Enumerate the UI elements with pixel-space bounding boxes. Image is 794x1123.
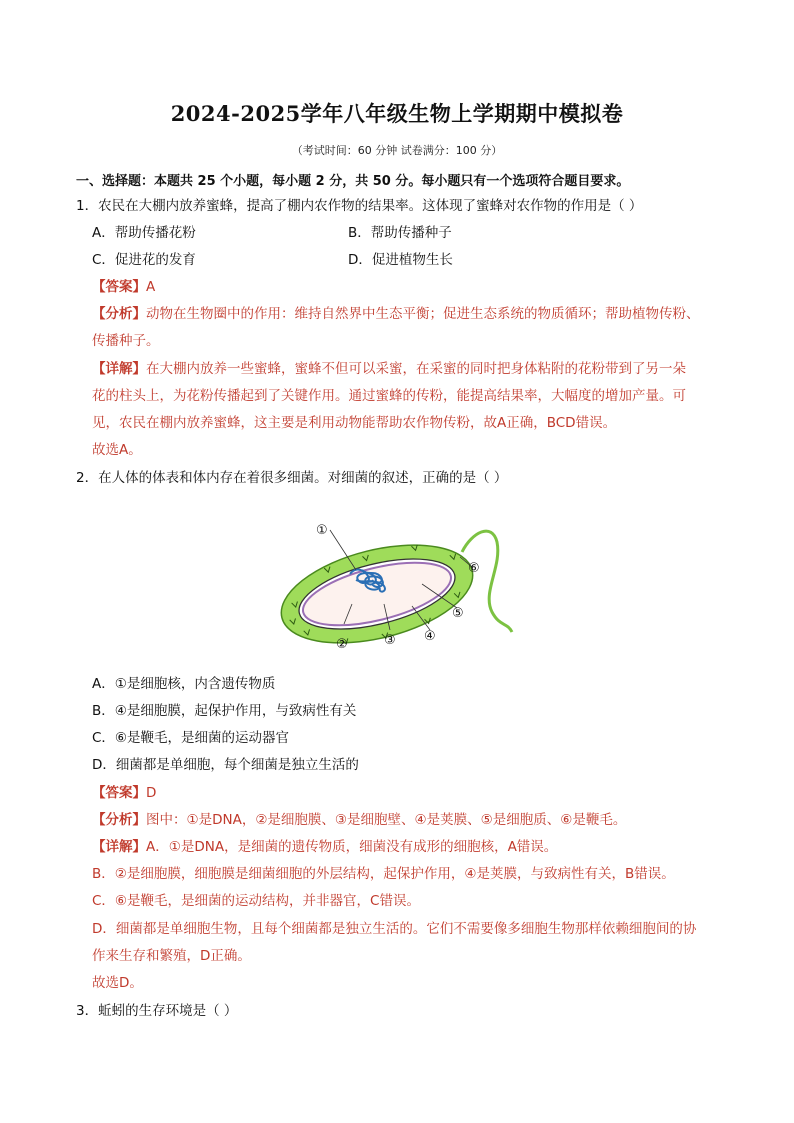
q2-detail bbox=[92, 838, 557, 856]
q1-detail bbox=[92, 360, 686, 378]
analysis-tag: 【分析】 bbox=[92, 306, 146, 322]
q1-answer bbox=[92, 278, 155, 296]
q1-option-b: B．帮助传播种子 bbox=[348, 225, 452, 241]
q2-detail-d: D．细菌都是单细胞生物，且每个细菌都是独立生活的。它们不需要像多细胞生物那样依赖细胞间的协 bbox=[92, 921, 697, 937]
q1-option-c: C．促进花的发育 bbox=[92, 252, 196, 268]
bacteria-diagram bbox=[272, 512, 522, 657]
page-title: 2024-2025学年八年级生物上学期期中模拟卷 bbox=[170, 101, 624, 126]
q2-option-b: B．④是细胞膜，起保护作用，与致病性有关 bbox=[92, 703, 357, 719]
q3-stem: 3．蚯蚓的生存环境是（ ） bbox=[76, 1003, 238, 1019]
label-5: ⑤ bbox=[452, 606, 464, 621]
detail-text: A．①是DNA，是细菌的遗传物质，细菌没有成形的细胞核，A错误。 bbox=[146, 839, 558, 855]
q2-answer bbox=[92, 784, 156, 802]
q2-detail-c: C．⑥是鞭毛，是细菌的运动结构，并非器官，C错误。 bbox=[92, 893, 420, 909]
label-2: ② bbox=[336, 637, 348, 652]
label-1: ① bbox=[316, 523, 328, 538]
q2-option-c: C．⑥是鞭毛，是细菌的运动器官 bbox=[92, 730, 290, 746]
q2-option-d: D．细菌都是单细胞，每个细菌是独立生活的 bbox=[92, 757, 359, 773]
label-3: ③ bbox=[384, 633, 396, 648]
q1-detail-cont: 见，农民在棚内放养蜜蜂，这主要是利用动物能帮助农作物传粉，故A正确，BCD错误。 bbox=[92, 415, 617, 431]
label-4: ④ bbox=[424, 629, 436, 644]
q2-detail-d-cont: 作来生存和繁殖，D正确。 bbox=[92, 948, 251, 964]
answer-tag: 【答案】 bbox=[92, 279, 146, 295]
q2-stem: 2．在人体的体表和体内存在着很多细菌。对细菌的叙述，正确的是（ ） bbox=[76, 470, 508, 486]
section-heading: 一、选择题：本题共 25 个小题，每小题 2 分，共 50 分。每小题只有一个选项符合题目要求。 bbox=[76, 174, 630, 189]
q2-option-a: A．①是细胞核，内含遗传物质 bbox=[92, 676, 276, 692]
answer-value: A bbox=[146, 279, 156, 295]
detail-tag: 【详解】 bbox=[92, 839, 146, 855]
q1-stem: 1．农民在大棚内放养蜜蜂，提高了棚内农作物的结果率。这体现了蜜蜂对农作物的作用是（ ） bbox=[76, 198, 643, 214]
answer-value: D bbox=[146, 785, 157, 801]
analysis-tag: 【分析】 bbox=[92, 812, 146, 828]
q1-option-a: A．帮助传播花粉 bbox=[92, 225, 196, 241]
q2-detail-b: B．②是细胞膜，细胞膜是细菌细胞的外层结构，起保护作用，④是荚膜，与致病性有关，B错误。 bbox=[92, 866, 675, 882]
answer-tag: 【答案】 bbox=[92, 785, 146, 801]
detail-tag: 【详解】 bbox=[92, 361, 146, 377]
q2-choose: 故选D。 bbox=[92, 975, 143, 991]
q1-analysis-cont: 传播种子。 bbox=[92, 333, 160, 349]
exam-info: （考试时间：60 分钟 试卷满分：100 分） bbox=[291, 144, 503, 157]
analysis-text: 动物在生物圈中的作用：维持自然界中生态平衡；促进生态系统的物质循环；帮助植物传粉、 bbox=[146, 306, 700, 322]
detail-text: 在大棚内放养一些蜜蜂，蜜蜂不但可以采蜜，在采蜜的同时把身体粘附的花粉带到了另一朵 bbox=[146, 361, 686, 377]
q1-analysis bbox=[92, 305, 700, 323]
q2-analysis bbox=[92, 811, 626, 829]
q1-choose: 故选A。 bbox=[92, 442, 142, 458]
label-6: ⑥ bbox=[468, 561, 480, 576]
analysis-text: 图中：①是DNA，②是细胞膜、③是细胞壁、④是荚膜、⑤是细胞质、⑥是鞭毛。 bbox=[146, 812, 627, 828]
q1-detail-cont: 花的柱头上，为花粉传播起到了关键作用。通过蜜蜂的传粉，能提高结果率，大幅度的增加产量。可 bbox=[92, 388, 686, 404]
q1-option-d: D．促进植物生长 bbox=[348, 252, 453, 268]
